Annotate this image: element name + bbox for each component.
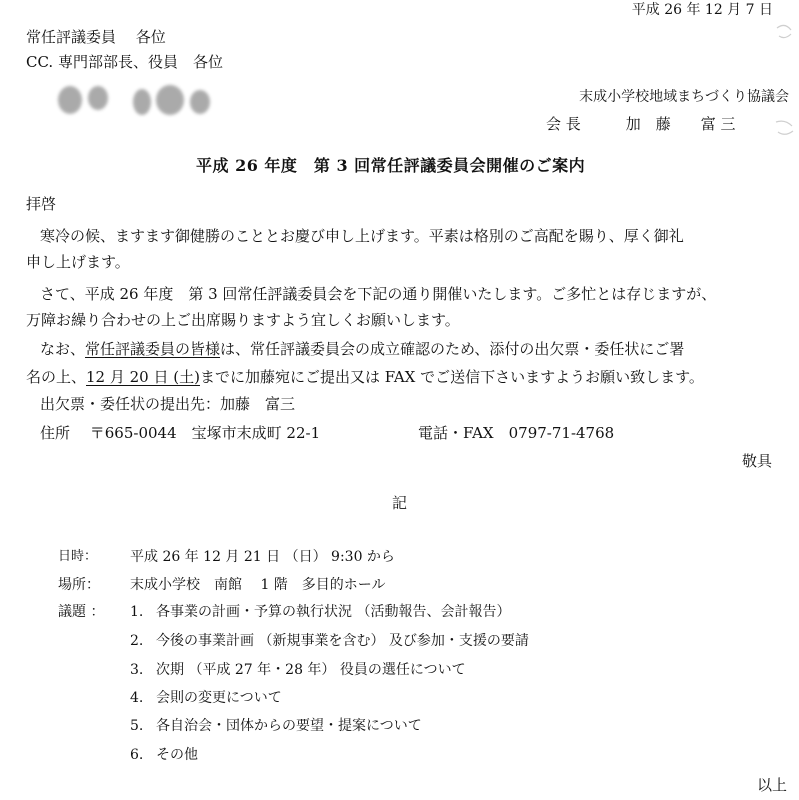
- paragraph-1-line-1: 寒冷の候、ますます御健勝のこととお慶び申し上げます。平素は格別のご高配を賜り、厚く御礼: [40, 227, 684, 245]
- president-name: 会 長 加 藤 富 三: [546, 115, 736, 133]
- phone-fax: 電話・FAX 0797-71-4768: [418, 424, 615, 442]
- date-label: 日時：: [58, 549, 98, 564]
- paragraph-3-line-2: [26, 367, 704, 387]
- paragraph-3-line-2-rest: までに加藤宛にご提出又は FAX でご送信下さいますようお願い致します。: [199, 368, 704, 386]
- agenda-label: 議題 ：: [58, 604, 105, 620]
- closing-keigu: 敬具: [741, 452, 772, 470]
- deadline-date: 12 月 20 日 (土): [86, 368, 200, 386]
- place-value: 末成小学校 南館 1 階 多目的ホール: [130, 577, 386, 593]
- agenda-item-number: 4.: [130, 690, 144, 706]
- recipient-line-2: CC. 専門部部長、役員 各位: [26, 53, 223, 71]
- date-value: 平成 26 年 12 月 21 日 （日） 9:30 から: [130, 549, 395, 565]
- agenda-item: [130, 631, 529, 651]
- document-title: 平成 26 年度 第 3 回常任評議委員会開催のご案内: [196, 156, 586, 175]
- agenda-item-number: 5.: [130, 718, 144, 734]
- agenda-item-text: 今後の事業計画 （新規事業を含む） 及び参加・支援の要請: [156, 633, 529, 649]
- paragraph-3-line-2-prefix: 名の上、: [26, 368, 87, 386]
- end-marker: 以上: [756, 776, 787, 794]
- organization-name: 末成小学校地域まちづくり協議会: [579, 89, 789, 105]
- bleed-through-marks: [773, 0, 799, 200]
- paragraph-3-line-1: [40, 339, 684, 359]
- submission-recipient: 出欠票・委任状の提出先：加藤 富三: [40, 395, 296, 413]
- document-date: 平成 26 年 12 月 7 日: [631, 2, 773, 18]
- agenda-item-number: 1.: [130, 604, 144, 620]
- agenda-item: [130, 688, 282, 708]
- paragraph-3-prefix: なお、: [40, 340, 86, 358]
- salutation: 拝啓: [26, 195, 57, 213]
- agenda-item-text: 会則の変更について: [156, 690, 282, 706]
- agenda-item: [130, 716, 422, 736]
- agenda-item-number: 3.: [130, 662, 144, 678]
- paragraph-3-rest: は、常任評議委員会の成立確認のため、添付の出欠票・委任状にご署: [220, 340, 685, 358]
- agenda-item-text: 各事業の計画・予算の執行状況 （活動報告、会計報告）: [156, 604, 511, 620]
- agenda-item: [130, 745, 198, 765]
- agenda-item-number: 6.: [130, 747, 144, 763]
- agenda-item-text: その他: [156, 747, 198, 763]
- recipient-line-1: 常任評議委員 各位: [26, 28, 166, 46]
- agenda-item: [130, 660, 466, 680]
- agenda-item-number: 2.: [130, 633, 144, 649]
- underlined-recipients: 常任評議委員の皆様: [85, 340, 221, 358]
- agenda-item-text: 次期 （平成 27 年・28 年） 役員の選任について: [156, 662, 466, 678]
- agenda-item-text: 各自治会・団体からの要望・提案について: [156, 718, 422, 734]
- ki-heading: 記: [392, 494, 408, 512]
- address: 住所 〒665-0044 宝塚市末成町 22-1: [40, 424, 321, 442]
- paragraph-1-line-2: 申し上げます。: [26, 253, 130, 271]
- agenda-item: [130, 602, 510, 622]
- paragraph-2-line-1: さて、平成 26 年度 第 3 回常任評議委員会を下記の通り開催いたします。ご多忙とは存じますが、: [40, 285, 717, 303]
- paragraph-2-line-2: 万障お繰り合わせの上ご出席賜りますよう宜しくお願いします。: [26, 311, 460, 329]
- redacted-scribble: [50, 78, 220, 122]
- place-label: 場所：: [58, 577, 100, 593]
